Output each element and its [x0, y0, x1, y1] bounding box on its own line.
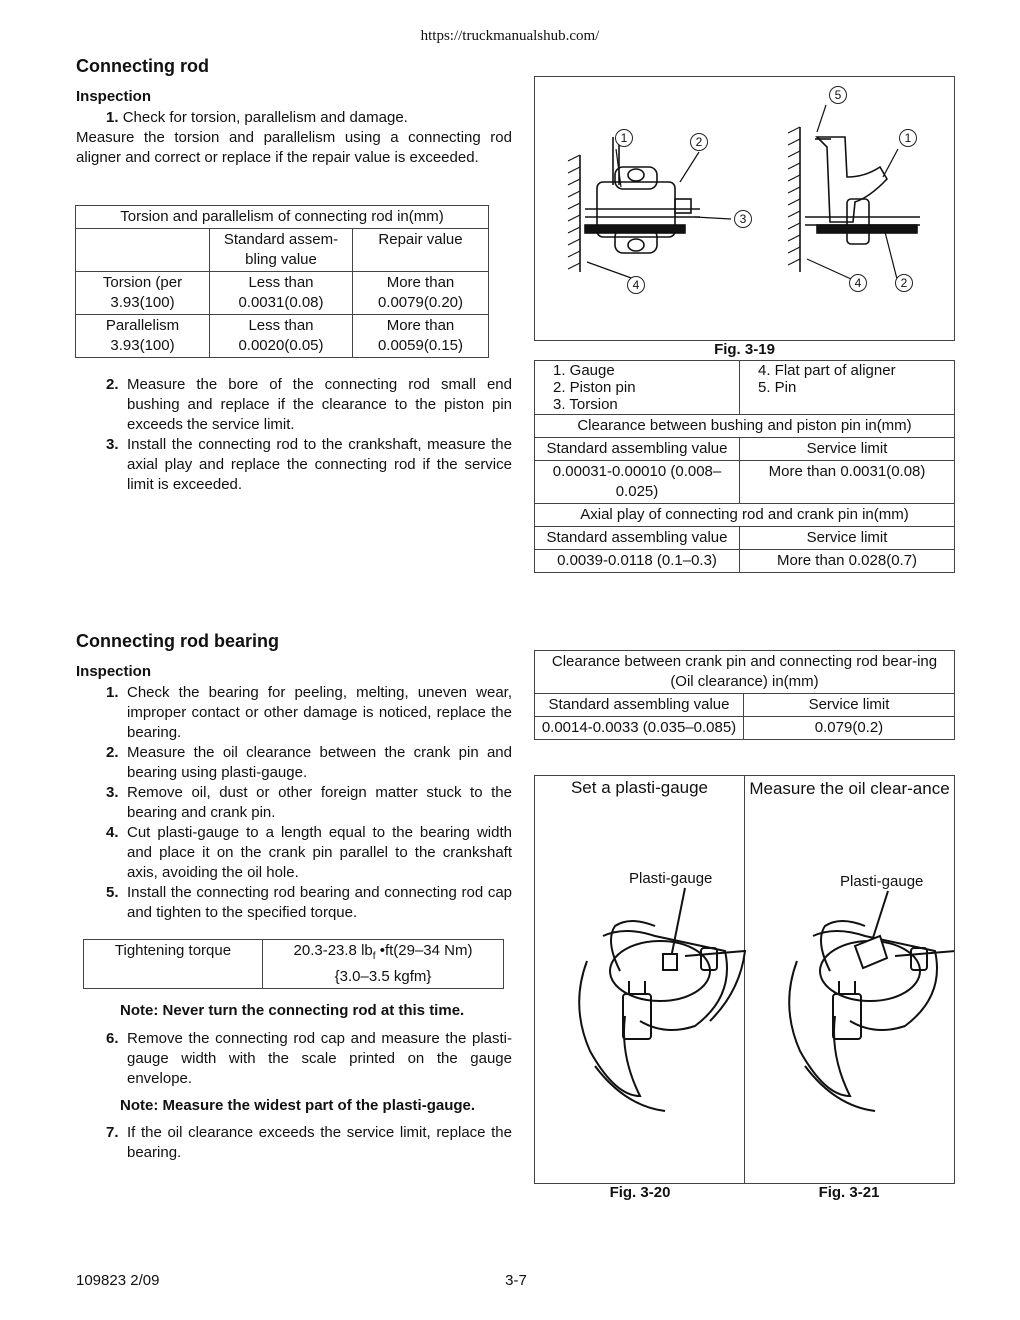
connecting-rod-aligner-illustration — [535, 77, 954, 340]
callout-4-icon: 4 — [849, 274, 867, 292]
table-header: Service limit — [740, 438, 955, 461]
table-title: Torsion and parallelism of connecting rod in(mm) — [76, 206, 489, 229]
note-never-turn: Note: Never turn the connecting rod at this time. — [120, 1002, 465, 1019]
fig19-legend-tables — [534, 360, 955, 573]
crank-pin-illustration — [535, 776, 954, 1183]
table-title: Clearance between crank pin and connecting rod bear-ing (Oil clearance) in(mm) — [535, 651, 955, 694]
table-title: Clearance between bushing and piston pin in(mm) — [535, 415, 955, 438]
figure-3-19 — [534, 76, 955, 341]
subheading-inspection: Inspection — [76, 663, 152, 680]
table-header: Service limit — [740, 527, 955, 550]
step-item: 5. Install the connecting rod bearing and connecting rod cap and tighten to the specified torque. — [106, 884, 512, 921]
steps-1-5 — [76, 683, 512, 923]
section-title-connecting-rod-bearing: Connecting rod bearing — [76, 631, 280, 651]
header-url: https://truckmanualshub.com/ — [420, 28, 600, 44]
table-row: Parallelism 3.93(100) Less than 0.0020(0.05) More than 0.0059(0.15) — [76, 315, 489, 358]
step-item: 3. Remove oil, dust or other foreign matter stuck to the bearing and crank pin. — [106, 784, 512, 821]
set-plasti-gauge-title: Set a plasti-gauge — [570, 778, 709, 797]
figure-caption-3-21: Fig. 3-21 — [818, 1184, 880, 1201]
section-title-connecting-rod: Connecting rod — [76, 56, 209, 76]
table-header: Standard assembling value — [535, 694, 744, 717]
measure-paragraph: Measure the torsion and parallelism using a connecting rod aligner and correct or replace if the repair value is exceeded. — [76, 129, 512, 166]
table-header: Standard assembling value — [535, 438, 740, 461]
subheading-inspection: Inspection — [76, 88, 152, 105]
figure-caption: Fig. 3-19 — [714, 341, 775, 358]
callout-1-icon: 1 — [615, 129, 633, 147]
footer-doc-number: 109823 2/09 — [76, 1272, 160, 1289]
plasti-gauge-label: Plasti-gauge — [840, 873, 924, 890]
callout-2-icon: 2 — [690, 133, 708, 151]
step-7: 7. If the oil clearance exceeds the service limit, replace the bearing. — [106, 1124, 512, 1161]
callout-4-icon: 4 — [627, 276, 645, 294]
step-item: 4. Cut plasti-gauge to a length equal to the bearing width and place it on the crank pin parallel to the crankshaft axis, avoiding the oil hole. — [106, 824, 512, 881]
step-item: 2. Measure the oil clearance between the crank pin and bearing using plasti-gauge. — [106, 744, 512, 781]
figure-caption-3-20: Fig. 3-20 — [609, 1184, 671, 1201]
step-1: 1. Check for torsion, parallelism and damage. — [106, 109, 408, 126]
torsion-parallelism-table — [75, 205, 489, 358]
table-header: Repair value — [353, 229, 489, 272]
table-header: Service limit — [744, 694, 955, 717]
step-item: 1. Check the bearing for peeling, melting, uneven wear, improper contact or other damage is noticed, replace the bearing. — [106, 684, 512, 741]
table-title: Axial play of connecting rod and crank pin in(mm) — [535, 504, 955, 527]
plasti-gauge-label: Plasti-gauge — [629, 870, 713, 887]
torque-value: 20.3-23.8 $lb_f$ •ft(29–34 Nm) {3.0–3.5 kgfm} — [263, 940, 504, 989]
table-row: 0.00031-0.00010 (0.008–0.025) More than 0.0031(0.08) — [535, 461, 955, 504]
tightening-torque-table — [83, 939, 504, 989]
torque-label: Tightening torque — [84, 940, 263, 989]
table-header: Standard assem-bling value — [210, 229, 353, 272]
table-header — [76, 229, 210, 272]
callout-1-icon: 1 — [899, 129, 917, 147]
legend-right: 4. Flat part of aligner 5. Pin — [740, 361, 955, 415]
note-widest-part: Note: Measure the widest part of the plasti-gauge. — [120, 1097, 476, 1114]
figure-3-20-3-21 — [534, 775, 955, 1184]
measure-oil-clearance-title: Measure the oil clear-ance — [749, 779, 950, 798]
step-2: 2. Measure the bore of the connecting rod small end bushing and replace if the clearance to the piston pin exceeds the service limit. — [106, 376, 512, 433]
legend-left: 1. Gauge 2. Piston pin 3. Torsion — [535, 361, 740, 415]
callout-3-icon: 3 — [734, 210, 752, 228]
table-row: Torsion (per 3.93(100) Less than 0.0031(0.08) More than 0.0079(0.20) — [76, 272, 489, 315]
callout-5-icon: 5 — [829, 86, 847, 104]
table-row: 0.0039-0.0118 (0.1–0.3) More than 0.028(0.7) — [535, 550, 955, 573]
step-6: 6. Remove the connecting rod cap and measure the plasti-gauge width with the scale printed on the gauge envelope. — [106, 1030, 512, 1087]
table-row: 0.0014-0.0033 (0.035–0.085) 0.079(0.2) — [535, 717, 955, 740]
table-header: Standard assembling value — [535, 527, 740, 550]
page-number: 3-7 — [505, 1272, 527, 1289]
oil-clearance-table — [534, 650, 955, 740]
callout-2-icon: 2 — [895, 274, 913, 292]
steps-2-3 — [76, 375, 512, 495]
step-3: 3. Install the connecting rod to the crankshaft, measure the axial play and replace the connecting rod if the service limit is exceeded. — [106, 436, 512, 493]
